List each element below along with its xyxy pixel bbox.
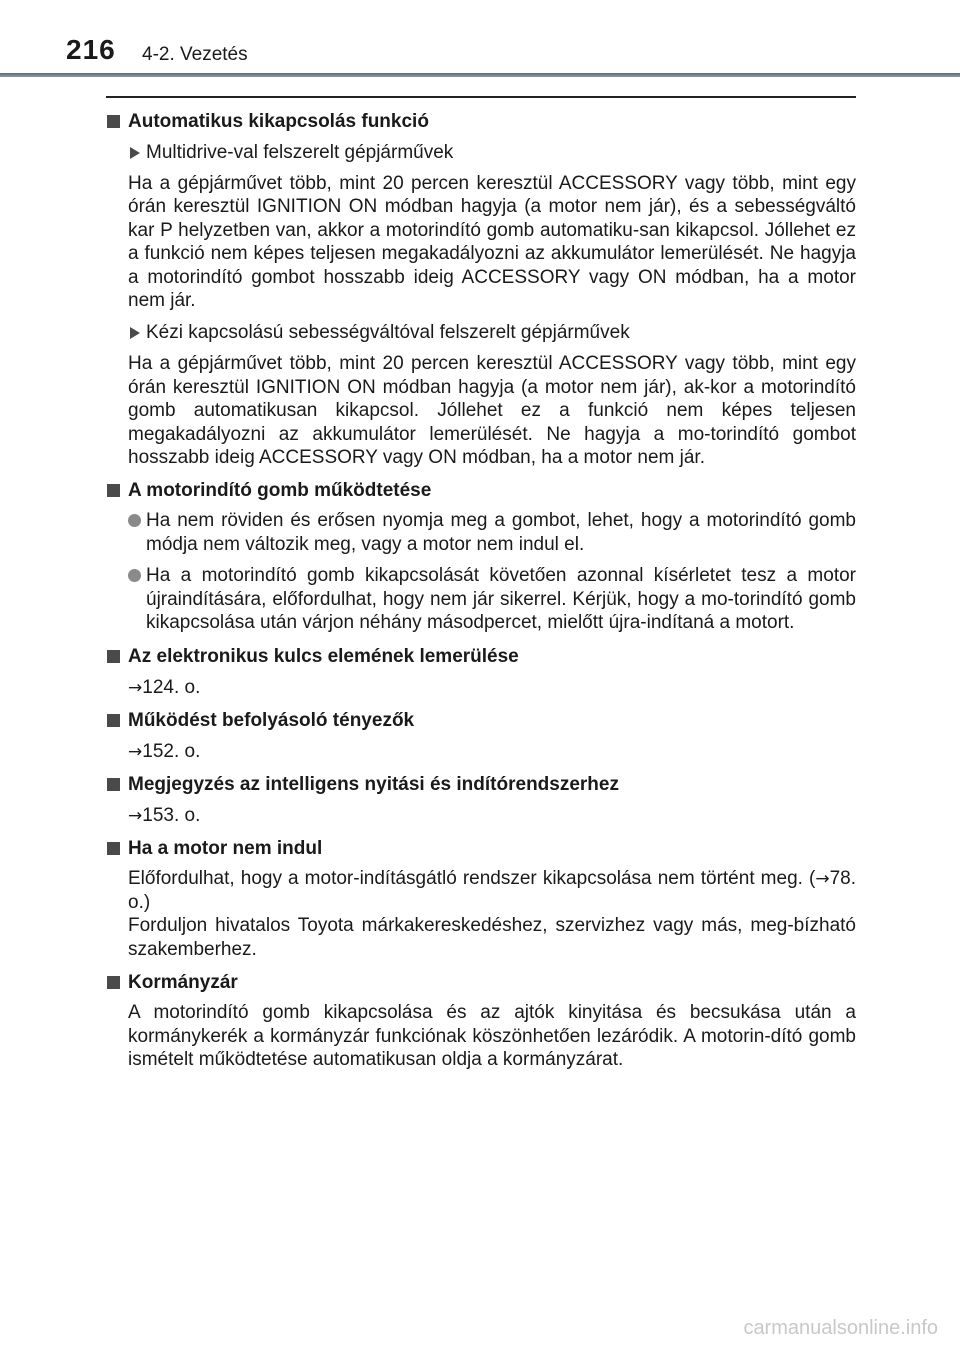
square-bullet-icon (107, 976, 120, 989)
page-header (0, 0, 960, 80)
subsection-label: Kézi kapcsolású sebességváltóval felszerelt gépjárművek (146, 322, 630, 344)
section-title: Automatikus kikapcsolás funkció (128, 111, 429, 132)
bullet-text: Ha a motorindító gomb kikapcsolását követően azonnal kísérletet tesz a motor újraindítására, előfordulhat, hogy nem jár sikerrel. Kérjük, hogy a mo-torindító gomb kikapcsolása után várjon néhány másodpercet, mielőtt újra-indítaná a motort. (146, 565, 856, 634)
arrow-right-icon: → (128, 741, 143, 762)
circle-bullet-icon (128, 569, 141, 582)
square-bullet-icon (107, 842, 120, 855)
bullet-text: Ha nem röviden és erősen nyomja meg a gombot, lehet, hogy a motorindító gomb módja nem változik meg, vagy a motor nem indul el. (146, 510, 856, 555)
page-reference[interactable]: →153. o. (128, 804, 201, 826)
square-bullet-icon (107, 484, 120, 497)
section-title: Kormányzár (128, 972, 238, 994)
square-bullet-icon (107, 714, 120, 727)
page-reference[interactable]: 78. o.) (128, 867, 856, 913)
page-number: 216 (66, 34, 116, 65)
section-auto-off (106, 108, 856, 469)
section-battery (106, 643, 856, 701)
triangle-bullet-icon (130, 327, 140, 339)
section-title: Működést befolyásoló tényezők (128, 709, 415, 731)
header-rule (0, 73, 960, 77)
paragraph: A motorindító gomb kikapcsolása és az ajtók kinyitása és becsukása után a kormánykerék a kormányzár funkciónak köszönhetően lezáródik. A motorin-dító gomb ismételt működtetése automatikusan oldja a kormányzárat. (128, 1002, 856, 1070)
section-title: Ha a motor nem indul (128, 837, 323, 859)
paragraph: Előfordulhat, hogy a motor-indításgátló rendszer kikapcsolása nem történt meg. (→78. o.) (128, 867, 856, 913)
circle-bullet-icon (128, 514, 141, 527)
chapter-title: 4-2. Vezetés (142, 44, 248, 65)
paragraph: Ha a gépjárművet több, mint 20 percen keresztül ACCESSORY vagy több, mint egy órán keresztül IGNITION ON módban hagyja (a motor nem jár), és a sebességváltó kar P helyzetben van, akkor a motorindító gomb automatiku-san kikapcsol. Jóllehet ez a funkció nem képes teljesen megakadályozni az akkumulátor lemerülését. Ne hagyja a motorindító gombot hosszabb ideig ACCESSORY vagy ON módban, ha a motor nem jár. (128, 173, 856, 312)
paragraph: Forduljon hivatalos Toyota márkakereskedéshez, szervizhez vagy más, meg-bízható szakemberhez. (128, 915, 856, 960)
watermark: carmanualsonline.info (743, 1317, 938, 1339)
section-notes (106, 771, 856, 829)
section-steering-lock (106, 969, 856, 1071)
section-operation (106, 477, 856, 634)
page-content (106, 96, 856, 1079)
section-divider (106, 96, 856, 98)
arrow-right-icon: → (128, 805, 143, 826)
square-bullet-icon (107, 650, 120, 663)
arrow-right-icon: → (128, 677, 143, 698)
square-bullet-icon (107, 778, 120, 791)
section-title: Az elektronikus kulcs elemének lemerülése (128, 645, 519, 667)
arrow-right-icon: → (815, 868, 830, 889)
square-bullet-icon (107, 115, 120, 128)
section-title: Megjegyzés az intelligens nyitási és indítórendszerhez (128, 773, 619, 795)
triangle-bullet-icon (130, 147, 140, 159)
section-factors (106, 707, 856, 765)
subsection-label: Multidrive-val felszerelt gépjárművek (146, 142, 454, 163)
section-no-start (106, 835, 856, 962)
page-reference[interactable]: →152. o. (128, 740, 201, 762)
section-title: A motorindító gomb működtetése (128, 480, 432, 502)
paragraph: Ha a gépjárművet több, mint 20 percen keresztül ACCESSORY vagy több, mint egy órán keresztül IGNITION ON módban hagyja (a motor nem jár), ak-kor a motorindító gomb automatikusan kikapcsol. Jóllehet ez a funkció nem képes teljesen megakadályozni az akkumulátor lemerülését. Ne hagyja a mo-torindító gombot hosszabb ideig ACCESSORY vagy ON módban, ha a motor nem jár. (128, 353, 856, 469)
page-reference[interactable]: →124. o. (128, 676, 201, 698)
